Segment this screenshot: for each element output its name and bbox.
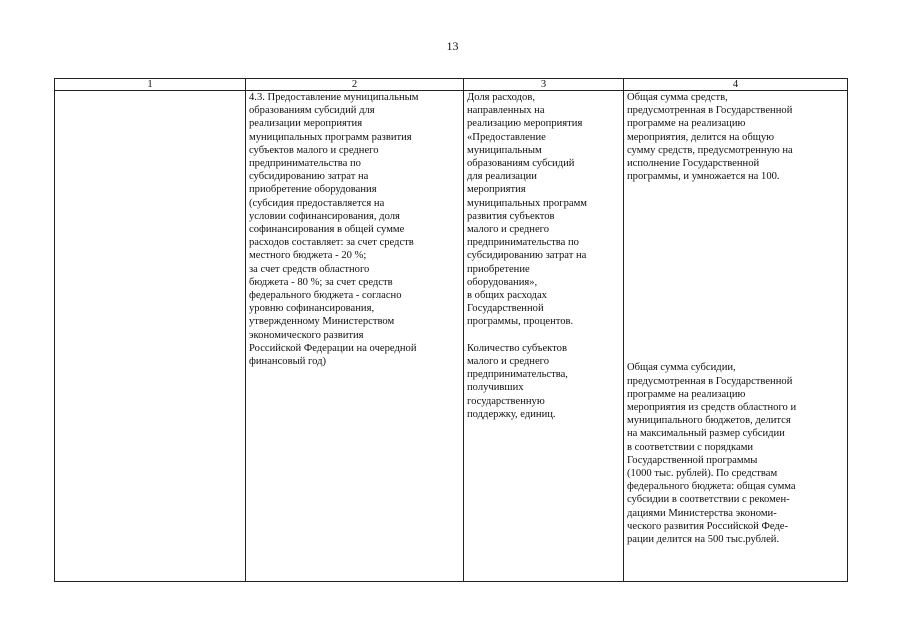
column-header-2: 2 <box>246 79 464 91</box>
page-number: 13 <box>446 39 459 53</box>
cell-col4 <box>624 91 848 582</box>
measure-description: 4.3. Предоставление муниципальным образованиям субсидий для реализации мероприятия муниципальных программ развития субъектов малого и среднего предпринимательства по субсидированию затрат на приобретение оборудования (субсидия предоставляется на условии софинансирования, доля софинансирования в общей сумме расходов составляет: за счет средств местного бюджета - 20 %; за счет средств областного бюджета - 80 %; за счет средств федерального бюджета - согласно уровню софинансирования, утвержденному Министерством экономического развития Российской Федерации на очередной финансовый год) <box>249 92 419 368</box>
paragraph-spacer <box>467 329 620 342</box>
indicator-table <box>54 78 848 582</box>
paragraph-spacer <box>627 183 844 361</box>
column-header-1: 1 <box>55 79 246 91</box>
indicator-count-text: Количество субъектов малого и среднего предпринимательства, получивших государственную поддержку, единиц. <box>467 342 568 420</box>
cell-col3 <box>464 91 624 582</box>
table-row <box>55 91 848 582</box>
column-header-4: 4 <box>624 79 848 91</box>
indicator-share-text: Доля расходов, направленных на реализацию мероприятия «Предоставление муниципальным образованиям субсидий для реализации мероприятия муниципальных программ развития субъектов малого и среднего предпринимательства по субсидированию затрат на приобретение оборудования», в общих расходах Государственной программы, процентов. <box>467 92 588 328</box>
table-header-row <box>55 79 848 91</box>
cell-col2 <box>246 91 464 582</box>
column-header-3: 3 <box>464 79 624 91</box>
method-count-text: Общая сумма субсидии, предусмотренная в Государственной программе на реализацию мероприятия из средств областного и муниципального бюджетов, делится на максимальный размер субсидии в соответствии с порядками Государственной программы (1000 тыс. рублей). По средствам федерального бюджета: общая сумма субсидии в соответствии с рекомен- дациями Министерства экономи- ческого развития Российской Феде- рации делится на 500 тыс.рублей. <box>627 362 797 546</box>
cell-col1 <box>55 91 246 582</box>
method-share-text: Общая сумма средств, предусмотренная в Государственной программе на реализацию мероприятия, делится на общую сумму средств, предусмотренную на исполнение Государственной программы, и умножается на 100. <box>627 92 793 183</box>
